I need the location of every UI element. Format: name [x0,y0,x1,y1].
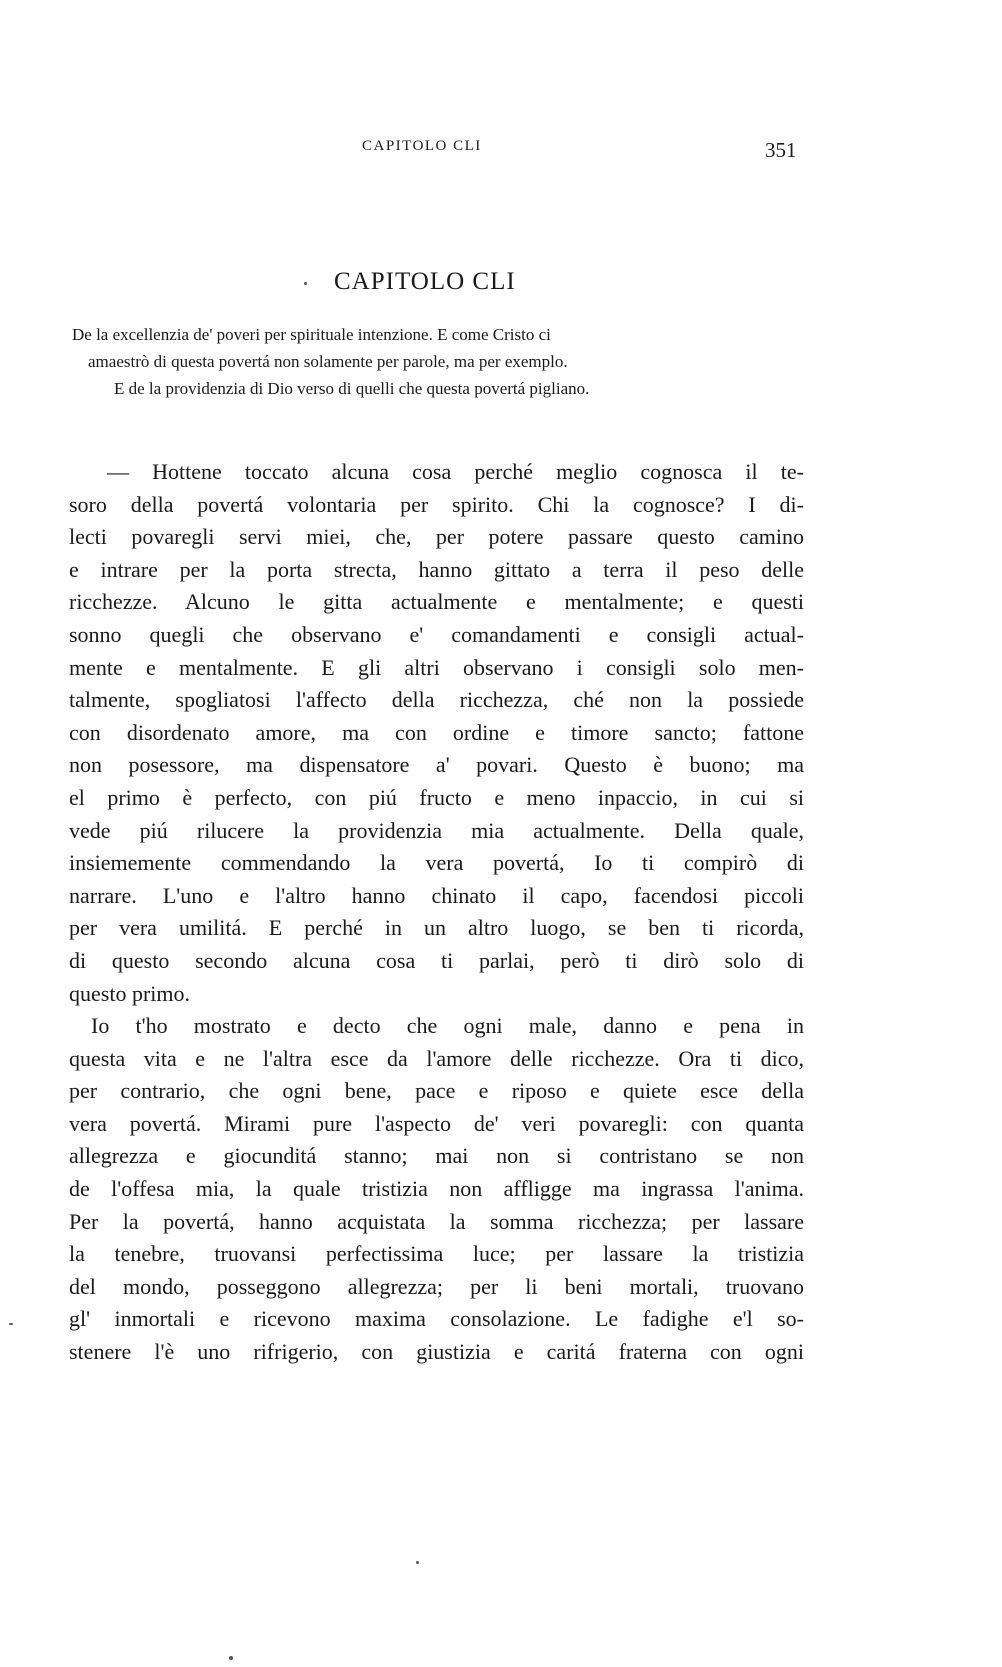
text-line: gl' inmortali e ricevono maxima consolazione. Le fadighe e'l so- [69,1306,804,1332]
text-line: — Hottene toccato alcuna cosa perché meglio cognosca il te- [107,459,804,484]
text-line: con disordenato amore, ma con ordine e timore sancto; fattone [69,719,804,745]
paragraph [69,1010,804,1369]
text-line: Io t'ho mostrato e decto che ogni male, danno e pena in [91,1013,804,1039]
stray-mark [9,1323,13,1325]
text-line: vera povertá. Mirami pure l'aspecto de' veri povaregli: con quanta [69,1110,804,1136]
text-line: talmente, spogliatosi l'affecto della ricchezza, ché non la possiede [69,687,804,713]
text-line: el primo è perfecto, con piú fructo e meno inpaccio, in cui si [69,784,804,810]
body-text [69,456,804,1369]
text-line: del mondo, posseggono allegrezza; per li beni mortali, truovano [69,1273,804,1299]
text-line: Per la povertá, hanno acquistata la somma ricchezza; per lassare [69,1208,804,1234]
text-line: allegrezza e giocunditá stanno; mai non si contristano se non [69,1143,804,1169]
chapter-summary [72,321,802,402]
chapter-title: CAPITOLO CLI [334,268,516,295]
text-line: vede piú rilucere la providenzia mia actualmente. Della quale, [69,817,804,843]
text-line: per contrario, che ogni bene, pace e riposo e quiete esce della [69,1078,804,1104]
text-line: stenere l'è uno rifrigerio, con giustizia e caritá fraterna con ogni [69,1339,804,1365]
text-line: de l'offesa mia, la quale tristizia non affligge ma ingrassa l'anima. [69,1176,804,1202]
text-line: non posessore, ma dispensatore a' povari. Questo è buono; ma [69,752,804,778]
text-line: questo primo. [69,980,190,1006]
text-line: lecti povaregli servi miei, che, per potere passare questo camino [69,524,804,550]
text-line: narrare. L'uno e l'altro hanno chinato il capo, facendosi piccoli [69,882,804,908]
summary-line: E de la providenzia di Dio verso di quelli che questa povertá pigliano. [114,379,590,398]
text-line: per vera umilitá. E perché in un altro luogo, se ben ti ricorda, [69,915,804,941]
stray-mark [229,1656,233,1660]
page-number: 351 [765,138,797,162]
text-line: ricchezze. Alcuno le gitta actualmente e mentalmente; e questi [69,589,804,615]
text-line: sonno quegli che observano e' comandamenti e consigli actual- [69,621,804,647]
text-line: insiememente commendando la vera povertá, Io ti compirò di [69,850,804,876]
text-line: e intrare per la porta strecta, hanno gittato a terra il peso delle [69,556,804,582]
text-line: questa vita e ne l'altra esce da l'amore delle ricchezze. Ora ti dico, [69,1045,804,1071]
stray-mark [416,1561,419,1564]
summary-line: amaestrò di questa povertá non solamente per parole, ma per exemplo. [88,352,568,371]
text-line: la tenebre, truovansi perfectissima luce; per lassare la tristizia [69,1241,804,1267]
text-line: di questo secondo alcuna cosa ti parlai, però ti dirò solo di [69,947,804,973]
text-line: mente e mentalmente. E gli altri observano i consigli solo men- [69,654,804,680]
stray-mark [304,282,307,285]
text-line: soro della povertá volontaria per spirito. Chi la cognosce? I di- [69,491,804,517]
paragraph [69,456,804,1010]
summary-line: De la excellenzia de' poveri per spirituale intenzione. E come Cristo ci [72,325,551,344]
running-head: CAPITOLO CLI [362,138,482,154]
